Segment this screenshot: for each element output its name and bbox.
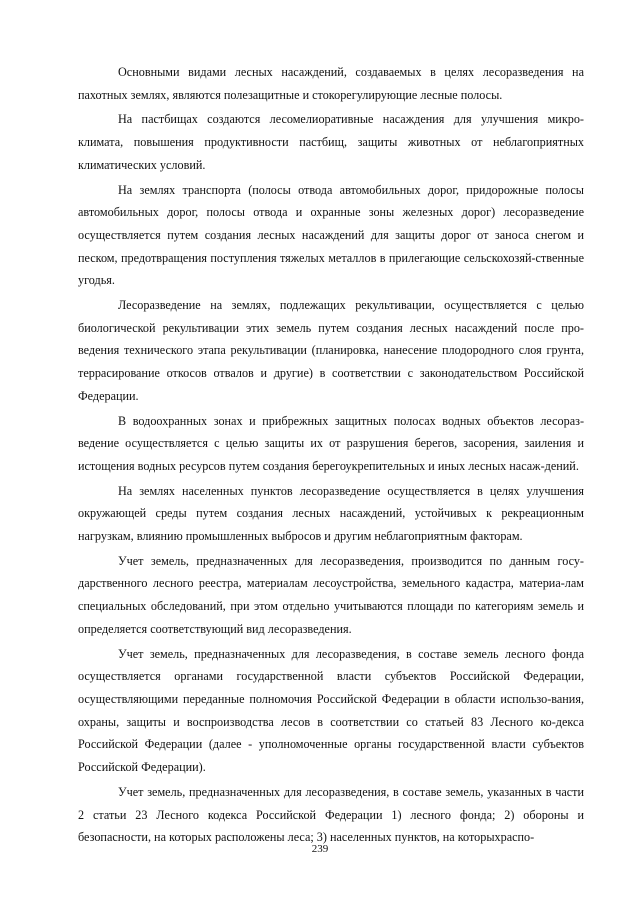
paragraph: Основными видами лесных насаждений, создаваемых в целях лесоразведения на пахотных землях, являются полезащитные и стокорегулирующие лесные полосы.	[78, 65, 584, 102]
paragraph: На землях транспорта (полосы отвода автомобильных дорог, придорожные полосы автомобильных дорог, полосы отвода и охранные зоны железных дорог) лесоразведение осуществляется путем создания лесных насаждений для защиты дорог от заноса снегом и песком, предотвращения поступления тяжелых металлов в прилегающие сельскохозяй-ственные угодья.	[78, 182, 584, 288]
paragraph: Лесоразведение на землях, подлежащих рекультивации, осуществляется с целью биологической рекультивации этих земель путем создания лесных насаждений после про-ведения технического этапа рекультивации (планировка, нанесение плодородного слоя грунта, террасирование откосов отвалов и другие) в соответствии с законодательством Российской Федерации.	[78, 298, 584, 403]
body-text	[78, 61, 584, 851]
paragraph: Учет земель, предназначенных для лесоразведения, в составе земель, указанных в части 2 статьи 23 Лесного кодекса Российской Федерации 1) лесного фонда; 2) обороны и безопасности, на которых расположены леса; 3) населенных пунктов, на которыхраспо-	[78, 784, 584, 845]
paragraph: На пастбищах создаются лесомелиоративные насаждения для улучшения микро-климата, повышения продуктивности пастбищ, защиты животных от неблагоприятных климатических условий.	[78, 112, 584, 172]
page-number: 239	[311, 843, 329, 855]
paragraph: На землях населенных пунктов лесоразведение осуществляется в целях улучшения окружающей среды путем создания лесных насаждений, устойчивых к рекреационным нагрузкам, влиянию промышленных выбросов и другим неблагоприятным факторам.	[78, 483, 584, 544]
paragraph: В водоохранных зонах и прибрежных защитных полосах водных объектов лесораз-ведение осуществляется с целью защиты их от разрушения берегов, засорения, заиления и истощения водных ресурсов путем создания берегоукрепительных и иных лесных насаж-дений.	[78, 413, 584, 473]
paragraph: Учет земель, предназначенных для лесоразведения, производится по данным госу-дарственного лесного реестра, материалам лесоустройства, земельного кадастра, материа-лам специальных обследований, при этом отдельно учитываются площади по категориям земель и определяется соответствующий вид лесоразведения.	[78, 553, 584, 636]
paragraph: Учет земель, предназначенных для лесоразведения, в составе земель лесного фонда осуществляется органами государственной власти субъектов Российской Федерации, осуществляющими переданные полномочия Российской Федерации в области использо-вания, охраны, защиты и воспроизводства лесов в соответствии со статьей 83 Лесного ко-декса Российской Федерации (далее - уполномоченные органы государственной власти субъектов Российской Федерации).	[78, 646, 584, 775]
